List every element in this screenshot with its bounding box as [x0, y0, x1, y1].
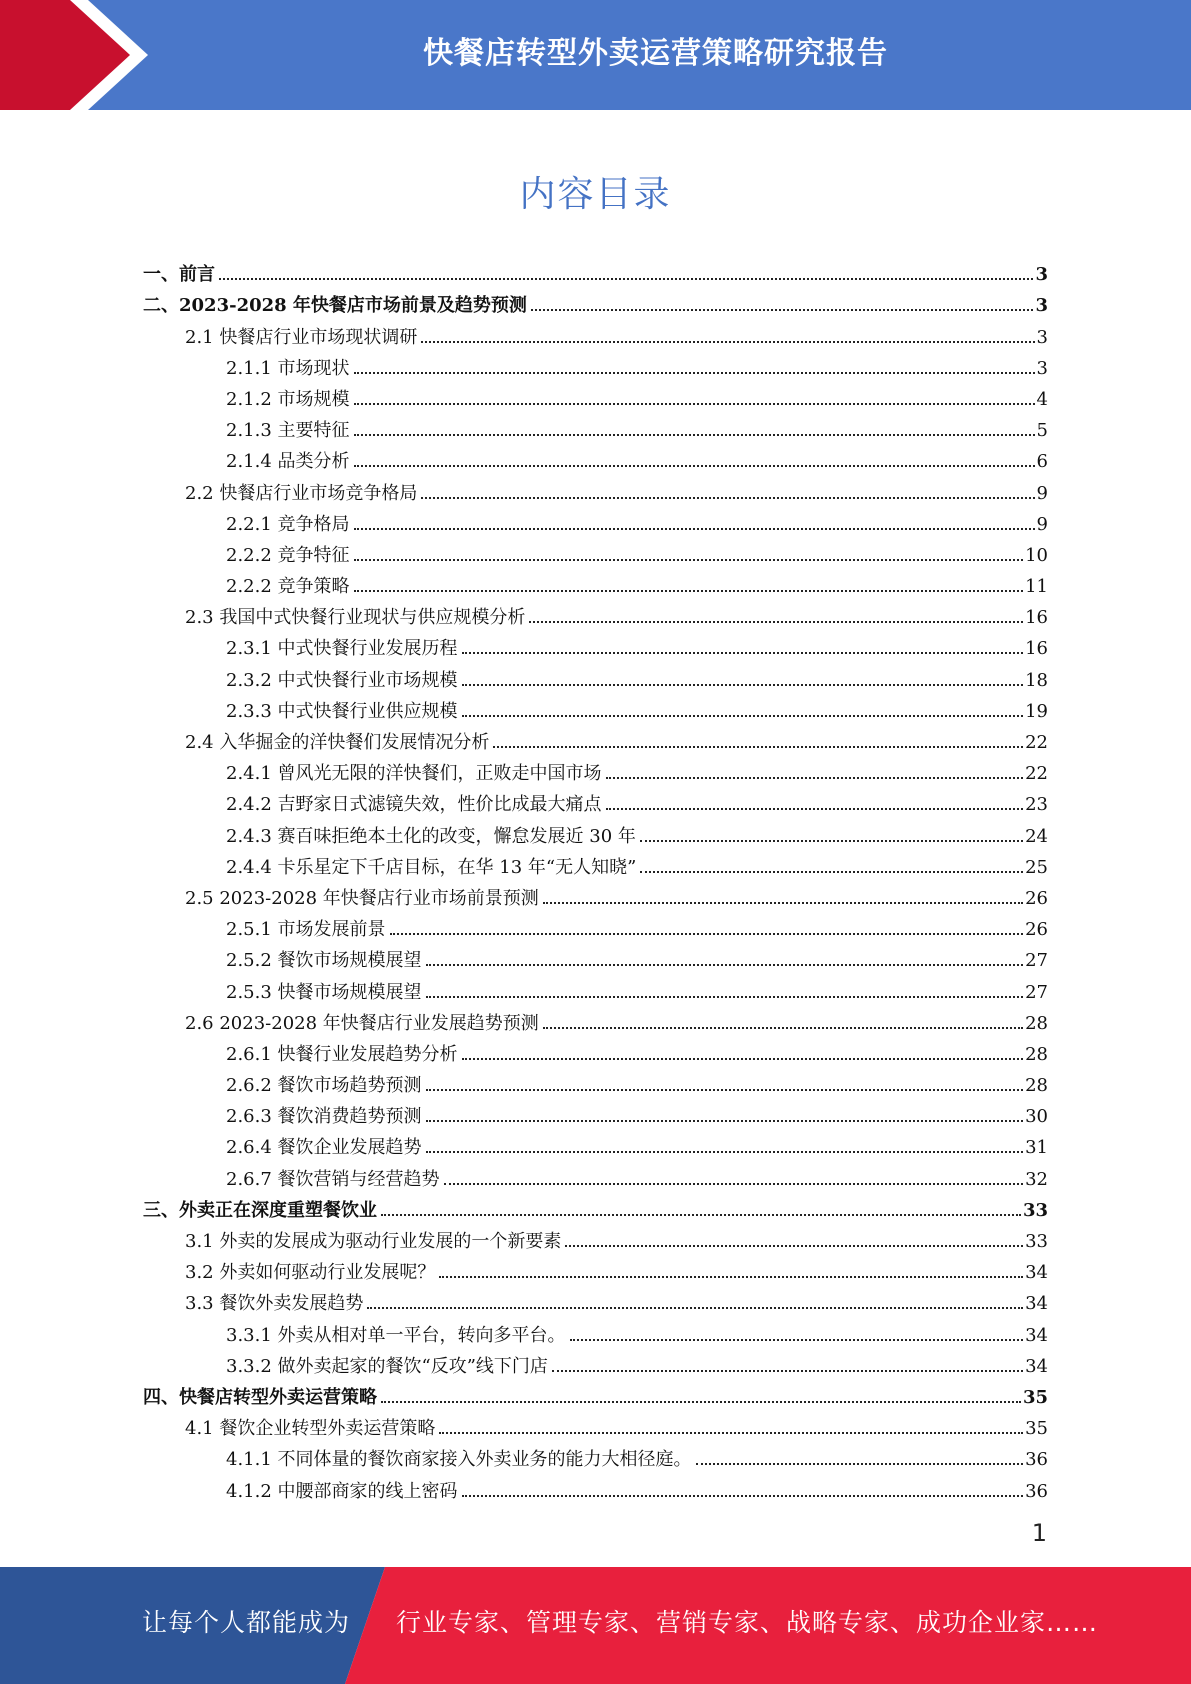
toc-entry-text: 2.6.2 餐饮市场趋势预测 [226, 1075, 422, 1097]
toc-dot-leader [354, 590, 1024, 592]
toc-entry[interactable] [143, 566, 1048, 597]
toc-entry-page: 28 [1025, 1043, 1048, 1065]
page-number: 1 [1031, 1519, 1047, 1547]
toc-dot-leader [426, 1089, 1024, 1091]
toc-entry-page: 3 [1036, 357, 1048, 379]
toc-dot-leader [462, 715, 1024, 717]
toc-entry-page: 28 [1025, 1075, 1048, 1097]
toc-entry-text: 2.6.3 餐饮消费趋势预测 [226, 1106, 422, 1128]
toc-dot-leader [367, 1307, 1023, 1309]
toc-dot-leader [381, 1401, 1021, 1403]
toc-entry-page: 18 [1025, 669, 1048, 691]
toc-entry-page: 32 [1025, 1168, 1048, 1190]
toc-entry[interactable] [143, 753, 1048, 784]
toc-entry[interactable] [143, 597, 1048, 628]
toc-entry-page: 6 [1036, 451, 1048, 473]
toc-entry[interactable] [143, 1127, 1048, 1158]
toc-entry[interactable] [143, 1314, 1048, 1345]
toc-entry[interactable] [143, 1065, 1048, 1096]
toc-dot-leader [493, 746, 1023, 748]
toc-entry-text: 2.4.1 曾风光无限的洋快餐们，正败走中国市场 [226, 763, 602, 785]
toc-entry[interactable] [143, 691, 1048, 722]
toc-dot-leader [529, 621, 1023, 623]
toc-entry-text: 2.3.3 中式快餐行业供应规模 [226, 700, 458, 722]
toc-entry-page: 3 [1036, 326, 1048, 348]
toc-entry-text: 一、前言 [143, 264, 215, 286]
toc-entry-page: 34 [1025, 1262, 1048, 1284]
toc-entry-page: 36 [1025, 1449, 1048, 1471]
toc-entry-text: 4.1 餐饮企业转型外卖运营策略 [185, 1418, 436, 1440]
toc-entry-text: 3.1 外卖的发展成为驱动行业发展的一个新要素 [185, 1231, 562, 1252]
toc-dot-leader [606, 808, 1024, 810]
toc-entry-page: 19 [1025, 700, 1048, 722]
toc-entry[interactable] [143, 1283, 1048, 1314]
toc-entry-page: 11 [1025, 576, 1048, 598]
toc-entry-text: 2.3 我国中式快餐行业现状与供应规模分析 [185, 607, 526, 629]
toc-entry[interactable] [143, 285, 1048, 316]
toc-entry-text: 2.4 入华掘金的洋快餐们发展情况分析 [185, 732, 490, 753]
toc-dot-leader [640, 871, 1023, 873]
toc-dot-leader [354, 465, 1035, 467]
toc-entry[interactable] [143, 659, 1048, 690]
toc-dot-leader [552, 1370, 1023, 1372]
toc-entry-text: 2.2.2 竞争特征 [226, 544, 350, 566]
toc-dot-leader [421, 341, 1034, 343]
toc-heading: 内容目录 [519, 174, 672, 215]
toc-entry-text: 2.6 2023-2028 年快餐店行业发展趋势预测 [185, 1012, 539, 1034]
toc-dot-leader [426, 996, 1024, 998]
toc-entry-text: 三、外卖正在深度重塑餐饮业 [143, 1199, 377, 1221]
toc-entry-page: 35 [1022, 1386, 1048, 1408]
toc-dot-leader [354, 372, 1035, 374]
toc-entry[interactable] [143, 784, 1048, 815]
toc-entry-text: 2.4.2 吉野家日式滤镜失效，性价比成最大痛点 [226, 794, 602, 816]
toc-entry-page: 34 [1025, 1355, 1048, 1377]
toc-entry-page: 36 [1025, 1480, 1048, 1502]
toc-entry-text: 2.1 快餐店行业市场现状调研 [185, 326, 418, 348]
toc-dot-leader [462, 1495, 1024, 1497]
toc-entry-page: 28 [1025, 1012, 1048, 1034]
toc-entry[interactable] [143, 878, 1048, 909]
toc-entry-page: 3 [1035, 264, 1048, 286]
toc-entry-page: 31 [1025, 1137, 1048, 1159]
toc-dot-leader [640, 840, 1023, 842]
toc-entry-page: 27 [1025, 950, 1048, 972]
toc-entry-page: 27 [1025, 981, 1048, 1003]
toc-entry[interactable] [143, 1158, 1048, 1189]
toc-dot-leader [462, 684, 1024, 686]
table-of-contents [143, 254, 1048, 1502]
toc-entry-text: 3.3.2 做外卖起家的餐饮“反攻”线下门店 [226, 1355, 548, 1377]
toc-entry[interactable] [143, 348, 1048, 379]
toc-entry-text: 2.5.3 快餐市场规模展望 [226, 981, 422, 1003]
report-title: 快餐店转型外卖运营策略研究报告 [423, 36, 888, 71]
toc-entry-text: 2.1.4 品类分析 [226, 451, 350, 473]
toc-entry[interactable] [143, 410, 1048, 441]
toc-entry[interactable] [143, 971, 1048, 1002]
toc-entry-text: 2.5.1 市场发展前景 [226, 919, 386, 941]
toc-dot-leader [219, 278, 1033, 280]
toc-dot-leader [439, 1432, 1023, 1434]
toc-entry[interactable] [143, 847, 1048, 878]
toc-entry-page: 16 [1025, 607, 1048, 629]
toc-entry-page: 33 [1025, 1231, 1048, 1252]
toc-entry-text: 2.3.1 中式快餐行业发展历程 [226, 638, 458, 660]
toc-dot-leader [426, 1151, 1024, 1153]
toc-entry-page: 26 [1025, 887, 1048, 909]
toc-dot-leader [426, 1120, 1024, 1122]
toc-entry-page: 30 [1025, 1106, 1048, 1128]
footer-slogan-left: 让每个人都能成为 [142, 1608, 351, 1637]
toc-dot-leader [543, 902, 1023, 904]
toc-entry-text: 3.3.1 外卖从相对单一平台，转向多平台。 [226, 1324, 566, 1346]
toc-dot-leader [354, 559, 1024, 561]
toc-entry-text: 2.5 2023-2028 年快餐店行业市场前景预测 [185, 887, 539, 909]
toc-entry[interactable] [143, 472, 1048, 503]
toc-entry-page: 25 [1025, 856, 1048, 878]
toc-entry-page: 34 [1025, 1293, 1048, 1315]
toc-entry-page: 9 [1036, 482, 1048, 504]
footer-slogan-right: 行业专家、管理专家、营销专家、战略专家、成功企业家…… [396, 1608, 1099, 1637]
toc-entry-text: 2.2.1 竞争格局 [226, 513, 350, 535]
toc-dot-leader [462, 652, 1024, 654]
toc-dot-leader [543, 1027, 1023, 1029]
toc-entry[interactable] [143, 628, 1048, 659]
toc-entry-text: 2.6.7 餐饮营销与经营趋势 [226, 1168, 440, 1190]
toc-entry-text: 2.6.1 快餐行业发展趋势分析 [226, 1043, 458, 1065]
toc-dot-leader [354, 528, 1035, 530]
toc-entry-text: 2.4.3 赛百味拒绝本土化的改变，懈怠发展近 30 年 [226, 825, 636, 847]
toc-entry-page: 3 [1035, 295, 1048, 317]
toc-dot-leader [444, 1183, 1024, 1185]
header-band [0, 0, 1191, 110]
footer-band [0, 1567, 1191, 1684]
toc-entry[interactable] [143, 504, 1048, 535]
toc-entry-text: 2.1.3 主要特征 [226, 420, 350, 442]
toc-entry-text: 2.2 快餐店行业市场竞争格局 [185, 482, 418, 504]
toc-entry-page: 9 [1036, 513, 1048, 535]
toc-entry-page: 33 [1022, 1199, 1048, 1221]
toc-entry-page: 5 [1036, 420, 1048, 442]
toc-entry-text: 2.5.2 餐饮市场规模展望 [226, 950, 422, 972]
toc-entry[interactable] [143, 815, 1048, 846]
toc-entry[interactable] [143, 1470, 1048, 1501]
toc-entry[interactable] [143, 909, 1048, 940]
toc-entry-text: 3.2 外卖如何驱动行业发展呢？ [185, 1262, 436, 1284]
toc-entry-page: 22 [1025, 763, 1048, 785]
toc-entry-page: 34 [1025, 1324, 1048, 1346]
toc-entry[interactable] [143, 1221, 1048, 1252]
toc-entry[interactable] [143, 1377, 1048, 1408]
toc-entry[interactable] [143, 1190, 1048, 1221]
toc-dot-leader [606, 777, 1024, 779]
toc-entry-page: 26 [1025, 919, 1048, 941]
toc-entry-text: 3.3 餐饮外卖发展趋势 [185, 1293, 364, 1315]
toc-entry-text: 二、2023-2028 年快餐店市场前景及趋势预测 [143, 295, 527, 317]
toc-entry[interactable] [143, 1408, 1048, 1439]
toc-dot-leader [439, 1276, 1023, 1278]
toc-entry-page: 22 [1025, 732, 1048, 753]
toc-dot-leader [565, 1245, 1023, 1247]
toc-entry-text: 四、快餐店转型外卖运营策略 [143, 1386, 377, 1408]
toc-entry[interactable] [143, 1346, 1048, 1377]
toc-entry-page: 10 [1025, 544, 1048, 566]
toc-dot-leader [696, 1463, 1024, 1465]
toc-entry-text: 2.1.1 市场现状 [226, 357, 350, 379]
toc-entry-page: 24 [1025, 825, 1048, 847]
toc-entry[interactable] [143, 1252, 1048, 1283]
toc-entry[interactable] [143, 1003, 1048, 1034]
toc-entry-text: 2.4.4 卡乐星定下千店目标，在华 13 年“无人知晓” [226, 856, 637, 878]
toc-entry[interactable] [143, 254, 1048, 285]
toc-entry-text: 2.3.2 中式快餐行业市场规模 [226, 669, 458, 691]
header-red-chevron [0, 0, 130, 110]
toc-dot-leader [570, 1339, 1024, 1341]
toc-dot-leader [426, 964, 1024, 966]
toc-dot-leader [421, 497, 1034, 499]
toc-dot-leader [462, 1058, 1024, 1060]
toc-entry-text: 2.1.2 市场规模 [226, 388, 350, 410]
toc-entry[interactable] [143, 940, 1048, 971]
toc-dot-leader [354, 434, 1035, 436]
toc-entry-page: 23 [1025, 794, 1048, 816]
toc-entry-page: 4 [1036, 388, 1048, 410]
toc-entry[interactable] [143, 441, 1048, 472]
toc-dot-leader [390, 933, 1024, 935]
toc-entry[interactable] [143, 379, 1048, 410]
toc-dot-leader [531, 309, 1034, 311]
toc-entry-text: 2.6.4 餐饮企业发展趋势 [226, 1137, 422, 1159]
toc-dot-leader [354, 403, 1035, 405]
toc-entry-page: 35 [1025, 1418, 1048, 1440]
toc-entry[interactable] [143, 722, 1048, 753]
toc-entry[interactable] [143, 1034, 1048, 1065]
toc-entry-text: 2.2.2 竞争策略 [226, 576, 350, 598]
toc-entry[interactable] [143, 1096, 1048, 1127]
toc-dot-leader [381, 1214, 1021, 1216]
toc-entry-page: 16 [1025, 638, 1048, 660]
toc-entry[interactable] [143, 1439, 1048, 1470]
toc-entry[interactable] [143, 316, 1048, 347]
toc-entry-text: 4.1.2 中腰部商家的线上密码 [226, 1480, 458, 1502]
toc-entry-text: 4.1.1 不同体量的餐饮商家接入外卖业务的能力大相径庭。 [226, 1449, 692, 1471]
toc-entry[interactable] [143, 535, 1048, 566]
